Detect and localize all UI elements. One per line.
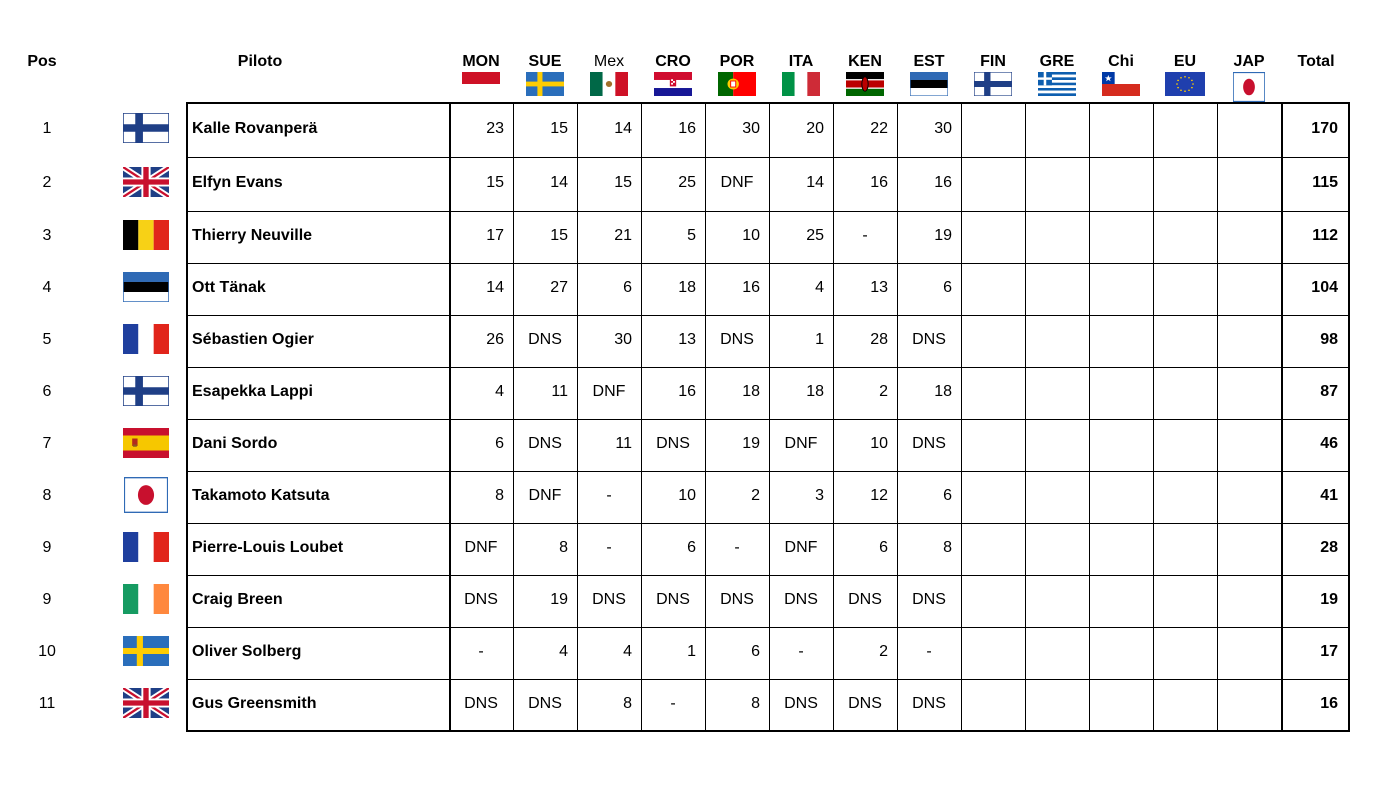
result-cell: DNF bbox=[720, 174, 754, 191]
japan-flag-icon bbox=[1233, 72, 1265, 102]
row-position: 4 bbox=[42, 279, 52, 296]
belgium-flag-icon bbox=[123, 220, 169, 250]
result-cell: 19 bbox=[550, 591, 568, 608]
result-cell: 4 bbox=[495, 383, 504, 400]
header-event-ken: KEN bbox=[848, 53, 882, 70]
column-divider bbox=[1281, 102, 1283, 732]
result-cell: 16 bbox=[742, 279, 760, 296]
result-cell: 2 bbox=[879, 643, 888, 660]
result-cell: 22 bbox=[870, 120, 888, 137]
result-cell: 30 bbox=[742, 120, 760, 137]
header-event-cro: CRO bbox=[655, 53, 691, 70]
result-cell: 6 bbox=[879, 539, 888, 556]
result-cell: 6 bbox=[623, 279, 632, 296]
result-cell: 14 bbox=[550, 174, 568, 191]
row-divider bbox=[186, 419, 1350, 420]
result-cell: 19 bbox=[742, 435, 760, 452]
result-cell: 10 bbox=[870, 435, 888, 452]
row-divider bbox=[186, 367, 1350, 368]
sweden-flag-icon bbox=[526, 72, 564, 96]
result-cell: 26 bbox=[486, 331, 504, 348]
finland-flag-icon bbox=[123, 376, 169, 406]
driver-name: Kalle Rovanperä bbox=[192, 120, 318, 137]
result-cell: DNS bbox=[912, 435, 946, 452]
column-divider bbox=[833, 102, 834, 732]
result-cell: 18 bbox=[742, 383, 760, 400]
row-divider bbox=[186, 211, 1350, 212]
ireland-flag-icon bbox=[123, 584, 169, 614]
estonia-flag-icon bbox=[910, 72, 948, 96]
result-cell: DNS bbox=[720, 591, 754, 608]
result-cell: 6 bbox=[751, 643, 760, 660]
result-cell: 19 bbox=[934, 227, 952, 244]
result-cell: DNS bbox=[912, 695, 946, 712]
column-divider bbox=[897, 102, 898, 732]
finland-flag-icon bbox=[123, 113, 169, 143]
result-cell: 6 bbox=[943, 487, 952, 504]
result-cell: 15 bbox=[550, 120, 568, 137]
header-event-ita: ITA bbox=[788, 53, 814, 70]
result-cell: 3 bbox=[815, 487, 824, 504]
result-cell: 18 bbox=[678, 279, 696, 296]
result-cell: 14 bbox=[806, 174, 824, 191]
driver-name: Takamoto Katsuta bbox=[192, 487, 330, 504]
result-cell: 2 bbox=[751, 487, 760, 504]
row-divider bbox=[186, 575, 1350, 576]
row-position: 8 bbox=[42, 487, 52, 504]
driver-total: 41 bbox=[1320, 487, 1338, 504]
result-cell: 16 bbox=[678, 383, 696, 400]
driver-name: Ott Tänak bbox=[192, 279, 266, 296]
result-cell: 20 bbox=[806, 120, 824, 137]
driver-name: Craig Breen bbox=[192, 591, 283, 608]
result-cell: DNS bbox=[656, 591, 690, 608]
row-divider bbox=[186, 523, 1350, 524]
estonia-flag-icon bbox=[123, 272, 169, 302]
header-pilot: Piloto bbox=[237, 53, 283, 70]
column-divider bbox=[1025, 102, 1026, 732]
uk-flag-icon bbox=[123, 688, 169, 718]
driver-total: 104 bbox=[1311, 279, 1338, 296]
uk-flag-icon bbox=[123, 167, 169, 197]
chile-flag-icon bbox=[1102, 72, 1140, 96]
header-event-fin: FIN bbox=[980, 53, 1006, 70]
column-divider bbox=[641, 102, 642, 732]
row-position: 6 bbox=[42, 383, 52, 400]
sweden-flag-icon bbox=[123, 636, 169, 666]
row-position: 11 bbox=[38, 695, 56, 712]
column-divider bbox=[769, 102, 770, 732]
result-cell: 14 bbox=[614, 120, 632, 137]
header-event-eu: EU bbox=[1173, 53, 1197, 70]
result-cell: 30 bbox=[614, 331, 632, 348]
driver-total: 46 bbox=[1320, 435, 1338, 452]
column-divider bbox=[513, 102, 514, 732]
driver-total: 115 bbox=[1312, 174, 1338, 191]
header-event-mon: MON bbox=[462, 53, 500, 70]
result-cell: DNF bbox=[464, 539, 498, 556]
driver-name: Elfyn Evans bbox=[192, 174, 283, 191]
result-cell: 25 bbox=[806, 227, 824, 244]
result-cell: DNS bbox=[912, 591, 946, 608]
column-divider bbox=[1153, 102, 1154, 732]
header-event-est: EST bbox=[913, 53, 945, 70]
finland-flag-icon bbox=[974, 72, 1012, 96]
column-divider bbox=[449, 102, 451, 732]
row-position: 7 bbox=[42, 435, 52, 452]
result-cell: 27 bbox=[550, 279, 568, 296]
column-divider bbox=[577, 102, 578, 732]
france-flag-icon bbox=[123, 532, 169, 562]
result-cell: - bbox=[926, 643, 932, 660]
result-cell: 14 bbox=[486, 279, 504, 296]
result-cell: 28 bbox=[870, 331, 888, 348]
result-cell: 16 bbox=[934, 174, 952, 191]
result-cell: 11 bbox=[551, 383, 568, 400]
driver-name: Dani Sordo bbox=[192, 435, 278, 452]
result-cell: 8 bbox=[559, 539, 568, 556]
row-divider bbox=[186, 471, 1350, 472]
result-cell: 8 bbox=[751, 695, 760, 712]
result-cell: 13 bbox=[678, 331, 696, 348]
result-cell: DNS bbox=[592, 591, 626, 608]
row-position: 9 bbox=[42, 591, 52, 608]
row-position: 9 bbox=[42, 539, 52, 556]
result-cell: 4 bbox=[623, 643, 632, 660]
driver-name: Pierre-Louis Loubet bbox=[192, 539, 344, 556]
result-cell: DNS bbox=[784, 695, 818, 712]
result-cell: 2 bbox=[879, 383, 888, 400]
result-cell: DNS bbox=[528, 331, 562, 348]
result-cell: 15 bbox=[614, 174, 632, 191]
result-cell: DNF bbox=[592, 383, 626, 400]
driver-total: 87 bbox=[1320, 383, 1338, 400]
row-position: 3 bbox=[42, 227, 52, 244]
table-grid bbox=[186, 102, 1350, 732]
result-cell: 11 bbox=[615, 435, 632, 452]
result-cell: - bbox=[606, 539, 612, 556]
result-cell: - bbox=[478, 643, 484, 660]
result-cell: 25 bbox=[678, 174, 696, 191]
row-position: 2 bbox=[42, 174, 52, 191]
header-event-sue: SUE bbox=[528, 53, 562, 70]
result-cell: 15 bbox=[550, 227, 568, 244]
mexico-flag-icon bbox=[590, 72, 628, 96]
eu-flag-icon bbox=[1165, 72, 1205, 96]
monaco-flag-icon bbox=[462, 72, 500, 96]
result-cell: - bbox=[734, 539, 740, 556]
result-cell: - bbox=[606, 487, 612, 504]
result-cell: DNS bbox=[528, 695, 562, 712]
spain-flag-icon bbox=[123, 428, 169, 458]
result-cell: 13 bbox=[870, 279, 888, 296]
row-divider bbox=[186, 157, 1350, 158]
result-cell: - bbox=[670, 695, 676, 712]
driver-total: 28 bbox=[1320, 539, 1338, 556]
result-cell: 6 bbox=[687, 539, 696, 556]
result-cell: 5 bbox=[687, 227, 696, 244]
result-cell: DNF bbox=[528, 487, 562, 504]
result-cell: 15 bbox=[486, 174, 504, 191]
result-cell: 17 bbox=[486, 227, 504, 244]
header-event-gre: GRE bbox=[1039, 53, 1075, 70]
result-cell: DNS bbox=[912, 331, 946, 348]
result-cell: - bbox=[798, 643, 804, 660]
column-divider bbox=[961, 102, 962, 732]
header-pos: Pos bbox=[27, 53, 57, 70]
row-position: 10 bbox=[38, 643, 56, 660]
driver-name: Gus Greensmith bbox=[192, 695, 317, 712]
result-cell: DNS bbox=[848, 695, 882, 712]
driver-total: 98 bbox=[1320, 331, 1338, 348]
result-cell: 12 bbox=[870, 487, 888, 504]
result-cell: DNS bbox=[848, 591, 882, 608]
result-cell: 10 bbox=[678, 487, 696, 504]
result-cell: DNS bbox=[784, 591, 818, 608]
driver-total: 170 bbox=[1311, 120, 1338, 137]
row-divider bbox=[186, 315, 1350, 316]
driver-name: Esapekka Lappi bbox=[192, 383, 313, 400]
result-cell: 16 bbox=[870, 174, 888, 191]
result-cell: 4 bbox=[815, 279, 824, 296]
result-cell: 16 bbox=[678, 120, 696, 137]
result-cell: 8 bbox=[495, 487, 504, 504]
result-cell: DNS bbox=[464, 591, 498, 608]
driver-name: Thierry Neuville bbox=[192, 227, 313, 244]
greece-flag-icon bbox=[1038, 72, 1076, 96]
result-cell: DNF bbox=[784, 539, 818, 556]
result-cell: 4 bbox=[559, 643, 568, 660]
result-cell: 6 bbox=[495, 435, 504, 452]
result-cell: 1 bbox=[687, 643, 696, 660]
row-divider bbox=[186, 679, 1350, 680]
row-position: 5 bbox=[42, 331, 52, 348]
result-cell: 23 bbox=[486, 120, 504, 137]
france-flag-icon bbox=[123, 324, 169, 354]
header-event-mex: Mex bbox=[593, 53, 625, 70]
result-cell: 18 bbox=[934, 383, 952, 400]
driver-total: 19 bbox=[1320, 591, 1338, 608]
result-cell: 6 bbox=[943, 279, 952, 296]
header-total: Total bbox=[1297, 53, 1335, 70]
column-divider bbox=[705, 102, 706, 732]
header-event-por: POR bbox=[719, 53, 755, 70]
croatia-flag-icon bbox=[654, 72, 692, 96]
result-cell: 18 bbox=[806, 383, 824, 400]
header-event-jap: JAP bbox=[1233, 53, 1265, 70]
result-cell: DNS bbox=[656, 435, 690, 452]
driver-total: 16 bbox=[1320, 695, 1338, 712]
row-divider bbox=[186, 263, 1350, 264]
result-cell: 21 bbox=[614, 227, 632, 244]
driver-total: 17 bbox=[1320, 643, 1338, 660]
driver-total: 112 bbox=[1312, 227, 1338, 244]
row-divider bbox=[186, 627, 1350, 628]
result-cell: DNS bbox=[720, 331, 754, 348]
result-cell: DNF bbox=[784, 435, 818, 452]
result-cell: 10 bbox=[742, 227, 760, 244]
kenya-flag-icon bbox=[846, 72, 884, 96]
japan-flag-icon bbox=[124, 477, 168, 513]
driver-name: Oliver Solberg bbox=[192, 643, 302, 660]
result-cell: DNS bbox=[464, 695, 498, 712]
result-cell: DNS bbox=[528, 435, 562, 452]
column-divider bbox=[1089, 102, 1090, 732]
result-cell: 30 bbox=[934, 120, 952, 137]
row-position: 1 bbox=[42, 120, 52, 137]
portugal-flag-icon bbox=[718, 72, 756, 96]
result-cell: - bbox=[862, 227, 868, 244]
result-cell: 1 bbox=[815, 331, 824, 348]
result-cell: 8 bbox=[943, 539, 952, 556]
header-event-chi: Chi bbox=[1108, 53, 1134, 70]
driver-name: Sébastien Ogier bbox=[192, 331, 314, 348]
result-cell: 8 bbox=[623, 695, 632, 712]
column-divider bbox=[1217, 102, 1218, 732]
italy-flag-icon bbox=[782, 72, 820, 96]
